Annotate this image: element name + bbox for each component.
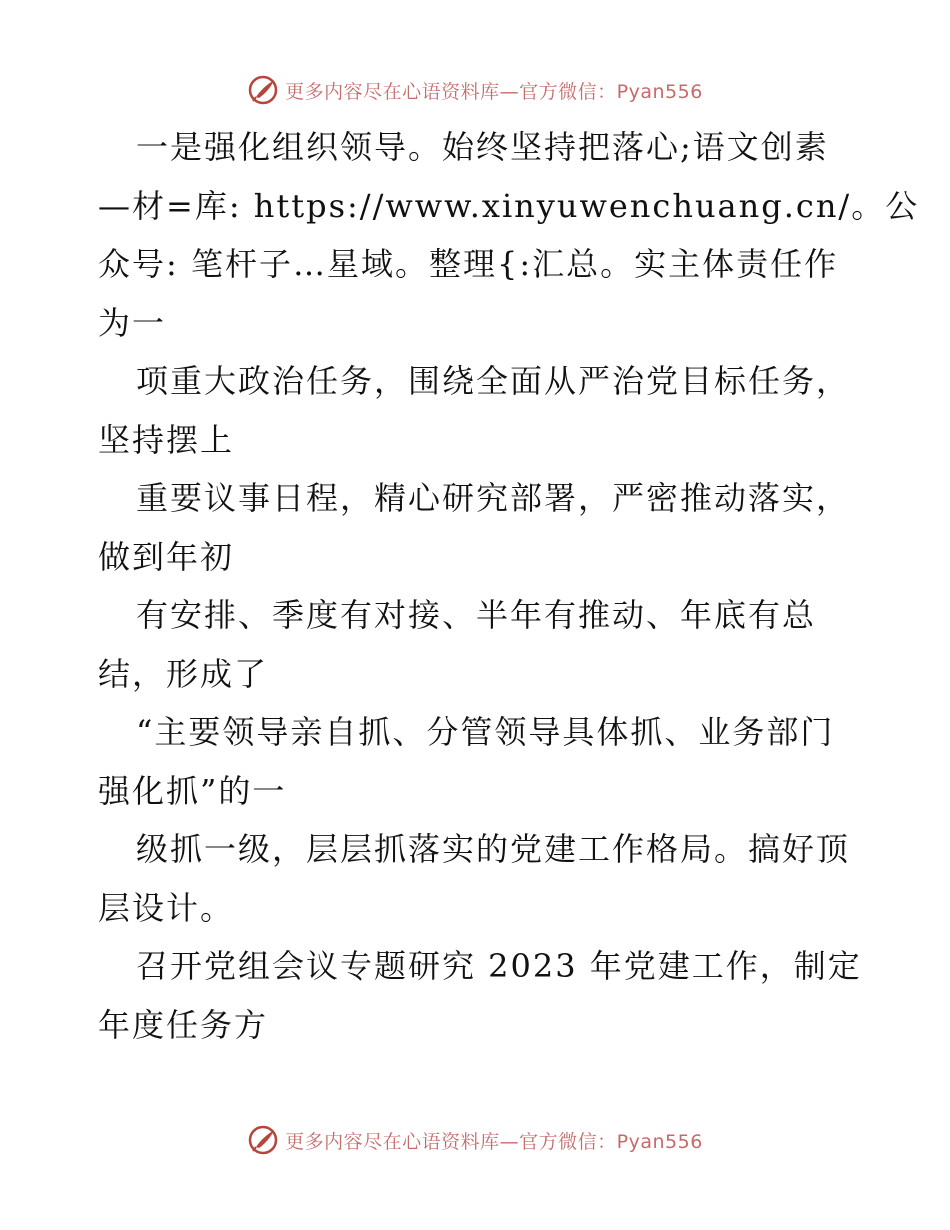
body-line: 为一 — [98, 303, 167, 342]
body-line: 做到年初 — [98, 537, 235, 576]
body-line: 项重大政治任务，围绕全面从严治党目标任务， — [136, 362, 851, 400]
body-line: 层设计。 — [98, 888, 235, 927]
body-line: 坚持摆上 — [98, 420, 235, 459]
quill-pen-logo-icon — [247, 1124, 279, 1156]
body-line: 一是强化组织领导。始终坚持把落心;语文创素 — [136, 128, 829, 166]
body-line: “主要领导亲自抓、分管领导具体抓、业务部门 — [136, 713, 835, 751]
body-line: 召开党组会议专题研究 2023 年党建工作，制定 — [136, 947, 862, 985]
document-body — [98, 118, 920, 1054]
header-banner-text: 更多内容尽在心语资料库—官方微信：Pyan556 — [285, 80, 703, 103]
body-line: 级抓一级，层层抓落实的党建工作格局。搞好顶 — [136, 830, 851, 868]
header-watermark-banner — [0, 70, 950, 110]
body-line: —材=库: https://www.xinyuwenchuang.cn/。公 — [98, 186, 920, 225]
body-line: 年度任务方 — [98, 1005, 269, 1044]
body-line: 众号: 笔杆子…星域。整理{:汇总。实主体责任作 — [98, 245, 839, 283]
body-line: 有安排、季度有对接、半年有推动、年底有总 — [136, 596, 817, 634]
body-line: 重要议事日程，精心研究部署，严密推动落实， — [136, 479, 851, 517]
body-line: 强化抓”的一 — [98, 771, 287, 810]
body-line: 结，形成了 — [98, 654, 269, 693]
footer-banner-text: 更多内容尽在心语资料库—官方微信：Pyan556 — [285, 1130, 703, 1153]
quill-pen-logo-icon — [247, 74, 279, 106]
footer-watermark-banner — [0, 1120, 950, 1160]
